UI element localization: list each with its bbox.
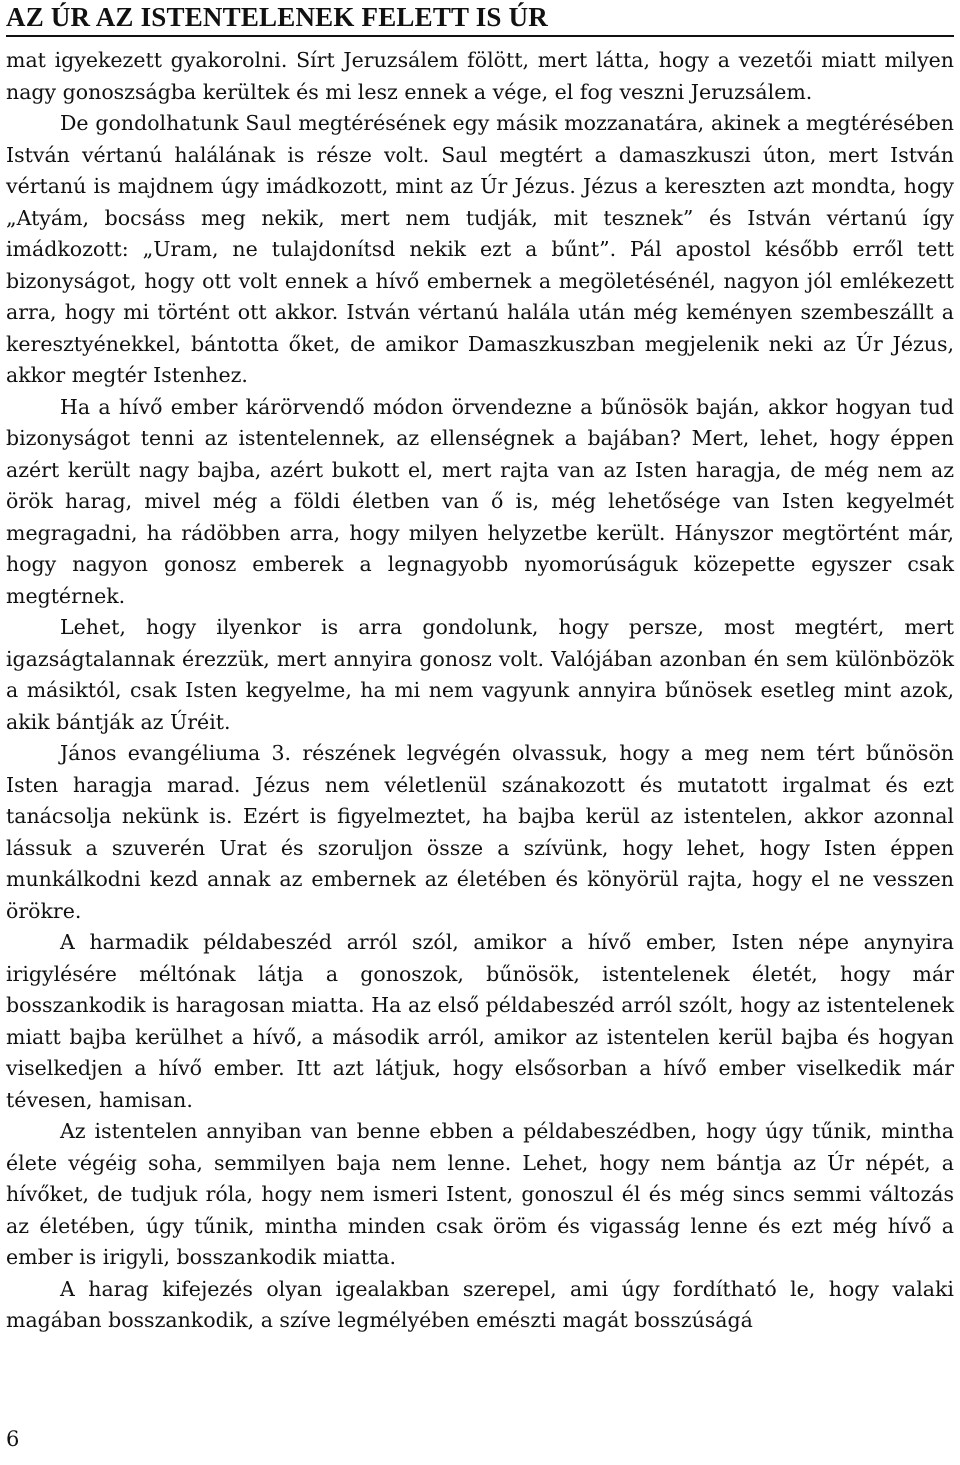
- running-header-title: AZ ÚR AZ ISTENTELENEK FELETT IS ÚR: [6, 2, 548, 32]
- page-number: 6: [6, 1427, 20, 1451]
- paragraph: János evangéliuma 3. részének legvégén olvassuk, hogy a meg nem tért bűnösön Isten haragja marad. Jézus nem véletlenül szánakozott és mutatott irgalmat és ezt tanácsolja nekünk is. Ezért is figyelmeztet, ha bajba kerül az istentelen, akkor azonnal lássuk a szuverén Urat és szoruljon össze a szívünk, hogy lehet, hogy Isten éppen munkálkodni kezd annak az embernek az életében és könyörül rajta, hogy el ne vesszen örökre.: [6, 741, 954, 923]
- paragraph: mat igyekezett gyakorolni. Sírt Jeruzsálem fölött, mert látta, hogy a vezetői miatt milyen nagy gonoszságba kerültek és mi lesz ennek a vége, el fog veszni Jeruzsálem.: [6, 48, 954, 104]
- document-page: [6, 0, 954, 1465]
- paragraph: A harmadik példabeszéd arról szól, amikor a hívő ember, Isten népe anynyira irigylésére méltónak látja a gonoszok, bűnösök, istentelenek életét, hogy már bosszankodik is haragosan miatta. Ha az első példabeszéd arról szólt, hogy az istentelenek miatt bajba kerülhet a hívő, a második arról, amikor az istentelen kerül bajba és hogyan viselkedjen a hívő ember. Itt azt látjuk, hogy elsősorban a hívő ember viselkedik már tévesen, hamisan.: [6, 930, 954, 1112]
- body-text: [6, 45, 954, 1337]
- paragraph: Lehet, hogy ilyenkor is arra gondolunk, hogy persze, most megtért, mert igazságtalannak érezzük, mert annyira gonosz volt. Valójában azonban én sem különbözök a másiktól, csak Isten kegyelme, ha mi nem vagyunk annyira bűnösek esetleg mint azok, akik bántják az Úréit.: [6, 615, 954, 734]
- paragraph: A harag kifejezés olyan igealakban szerepel, ami úgy fordítható le, hogy valaki magában bosszankodik, a szíve legmélyében emészti magát bosszúságá: [6, 1276, 954, 1332]
- paragraph: Ha a hívő ember kárörvendő módon örvendezne a bűnösök baján, akkor hogyan tud bizonyságot tenni az istentelennek, az ellenségnek a bajában? Mert, lehet, hogy éppen azért került nagy bajba, azért bukott el, mert rajta van az Isten haragja, de még nem az örök harag, mivel még a földi életben van ő is, még lehetősége van Isten kegyelmét megragadni, ha rádöbben arra, hogy milyen helyzetbe került. Hányszor megtörtént már, hogy nagyon gonosz emberek a legnagyobb nyomorúságuk közepette egyszer csak megtérnek.: [6, 394, 954, 608]
- paragraph: De gondolhatunk Saul megtérésének egy másik mozzanatára, akinek a megtérésében István vértanú halálának is része volt. Saul megtért a damaszkuszi úton, mert István vértanú is majdnem úgy imádkozott, mint az Úr Jézus. Jézus a kereszten azt mondta, hogy „Atyám, bocsáss meg nekik, mert nem tudják, mit tesznek” és István vértanú így imádkozott: „Uram, ne tulajdonítsd nekik ezt a bűnt”. Pál apostol később erről tett bizonyságot, hogy ott volt ennek a hívő embernek a megöletésénél, nagyon jól emlékezett arra, hogy mi történt ott akkor. István vértanú halála után még keményen szembeszállt a keresztyénekkel, bántotta őket, de amikor Damaszkuszban megjelenik neki az Úr Jézus, akkor megtér Istenhez.: [6, 111, 954, 387]
- paragraph: Az istentelen annyiban van benne ebben a példabeszédben, hogy úgy tűnik, mintha élete végéig soha, semmilyen baja nem lenne. Lehet, hogy nem bántja az Úr népét, a hívőket, de tudjuk róla, hogy nem ismeri Istent, gonoszul él és még sincs semmi változás az életében, úgy tűnik, mintha minden csak öröm és vigasság lenne és ezt még hívő a ember is irigyli, bosszankodik miatta.: [6, 1119, 954, 1269]
- header-rule: [6, 35, 954, 37]
